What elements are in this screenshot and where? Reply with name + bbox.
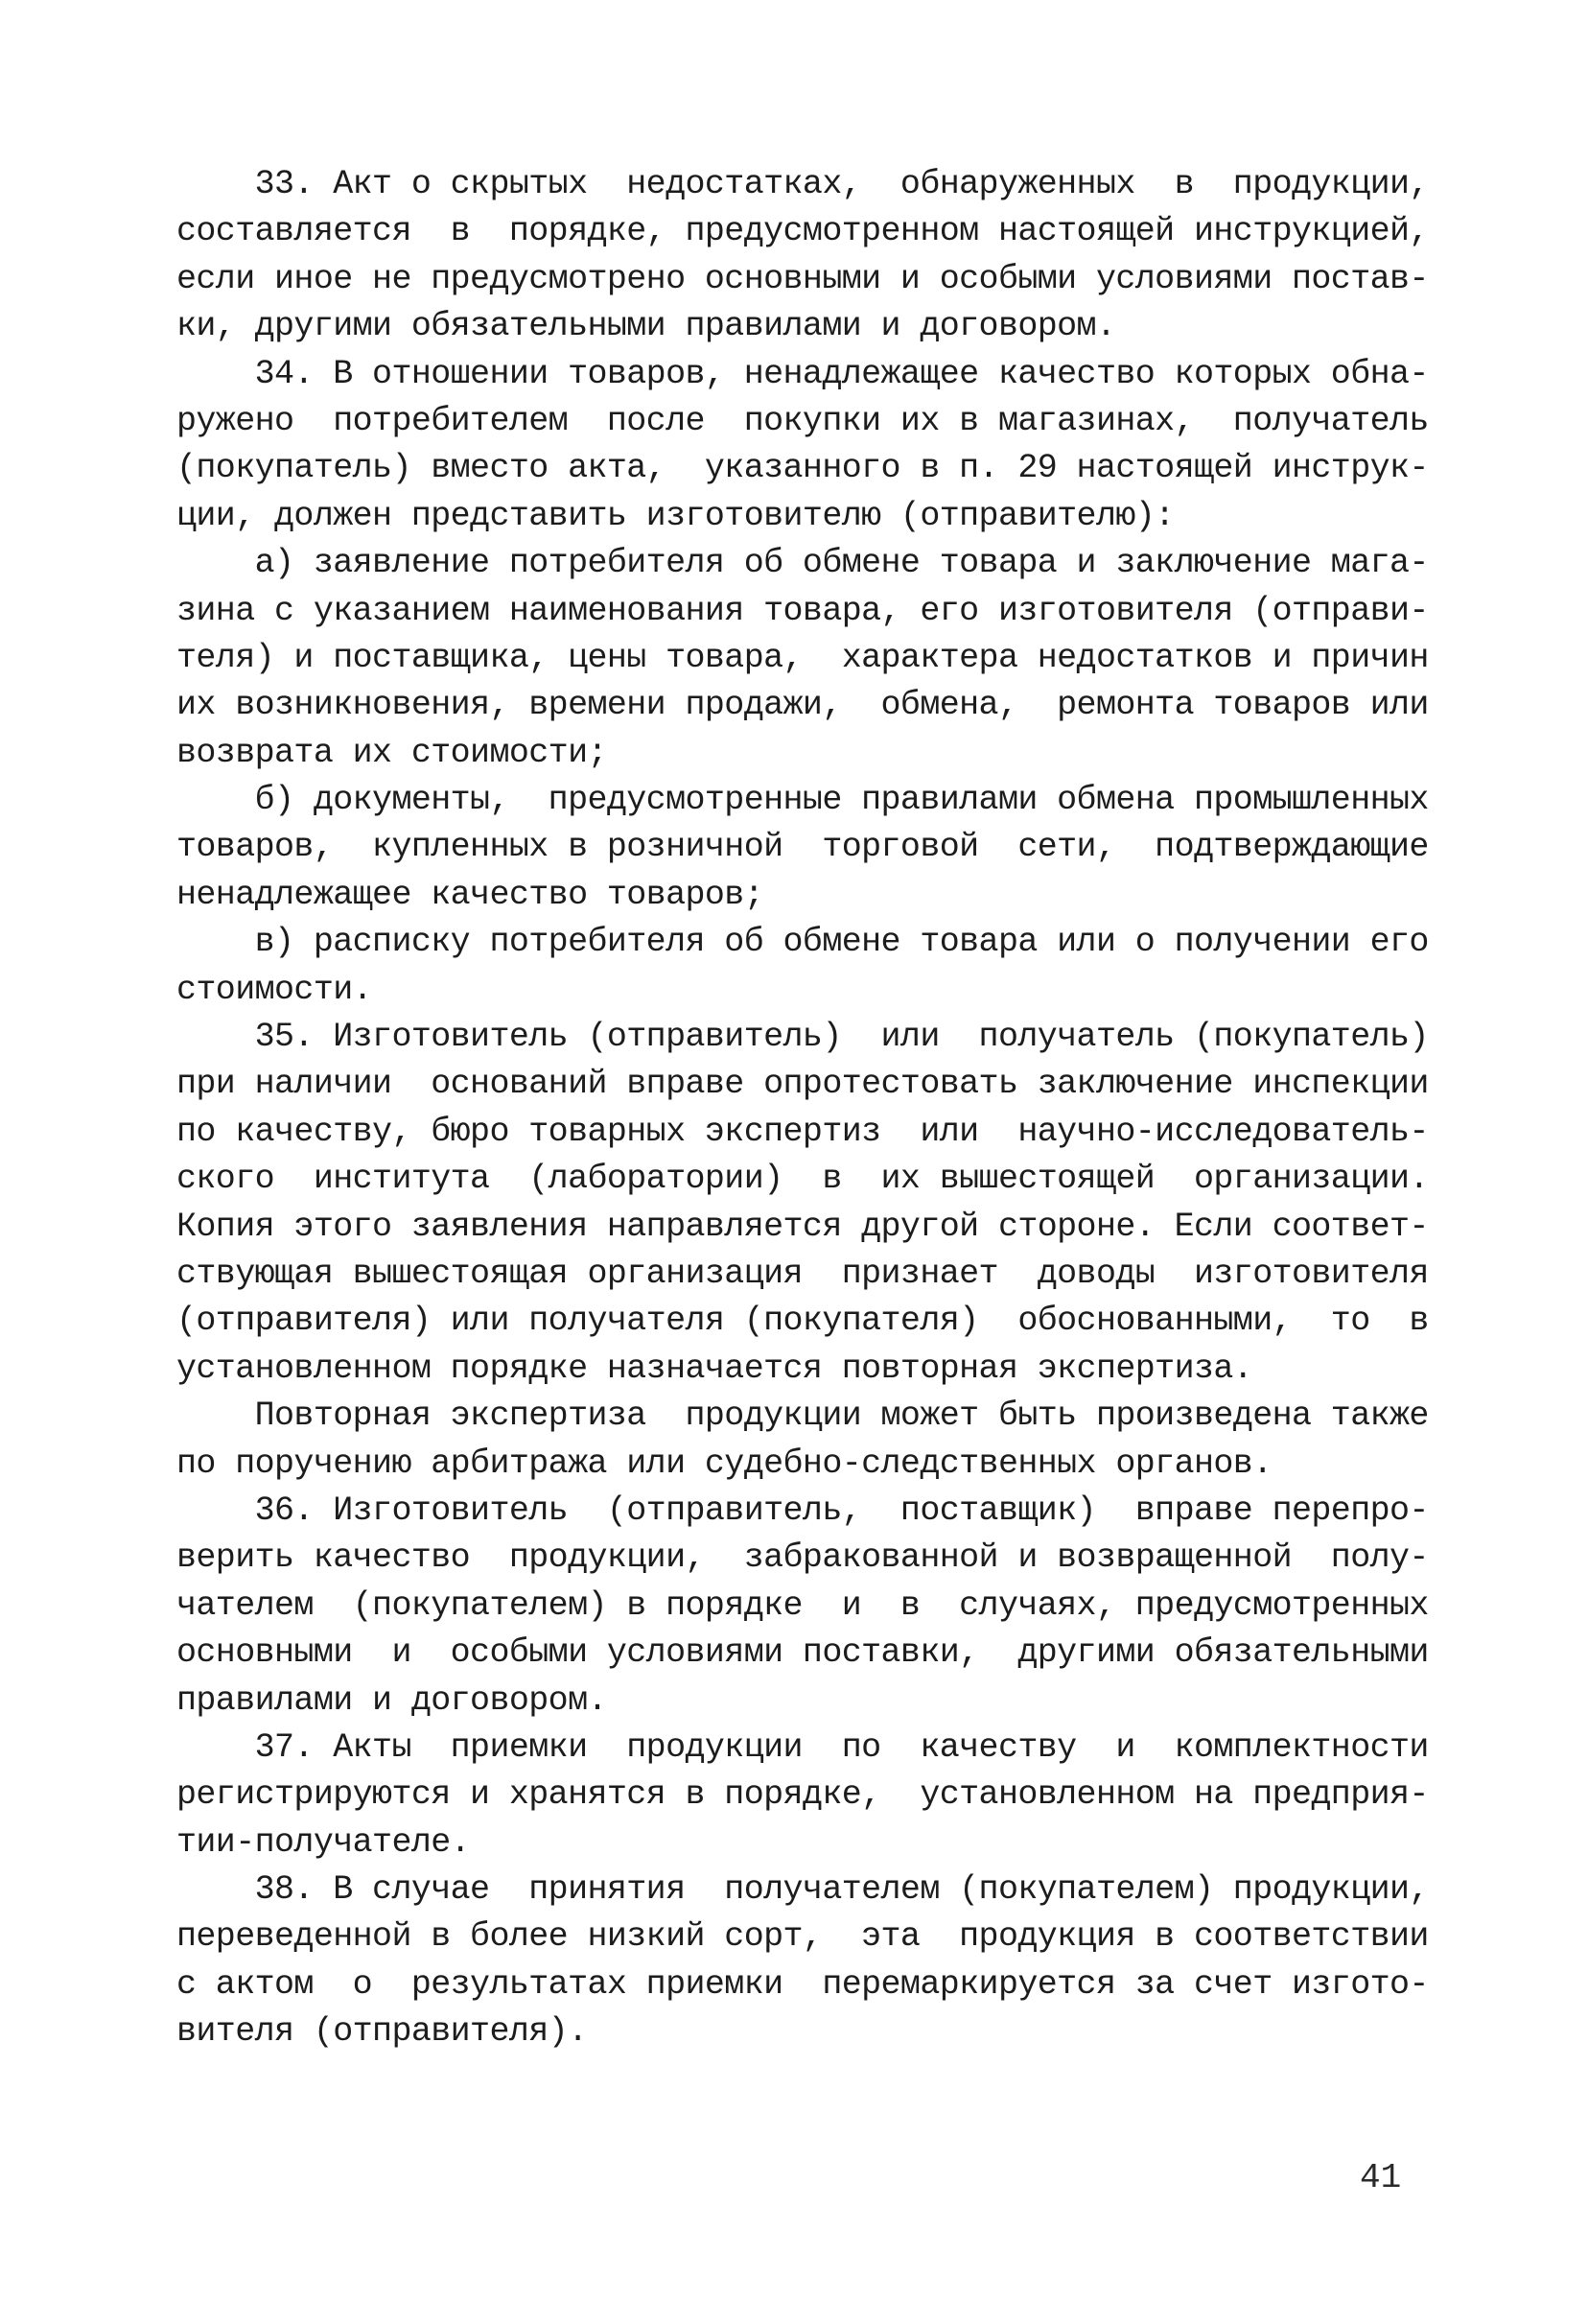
- text-line: Копия этого заявления направляется другой стороне. Если соответ-: [176, 1207, 1429, 1246]
- text-line: основными и особыми условиями поставки, другими обязательными: [176, 1633, 1429, 1673]
- text-line: стоимости.: [176, 970, 373, 1009]
- text-line: 33. Акт о скрытых недостатках, обнаруженных в продукции,: [176, 165, 1429, 203]
- text-line: а) заявление потребителя об обмене товара и заключение мага-: [176, 544, 1429, 583]
- text-line: вителя (отправителя).: [176, 2012, 588, 2052]
- text-line: переведенной в более низкий сорт, эта продукция в соответствии: [176, 1917, 1429, 1957]
- text-line: (покупатель) вместо акта, указанного в п. 29 настоящей инструк-: [176, 449, 1429, 488]
- text-line: верить качество продукции, забракованной и возвращенной полу-: [176, 1538, 1429, 1578]
- text-line: ствующая вышестоящая организация признает доводы изготовителя: [176, 1254, 1429, 1293]
- text-line: правилами и договором.: [176, 1680, 607, 1720]
- text-line: (отправителя) или получателя (покупателя) обоснованными, то в: [176, 1302, 1429, 1341]
- text-line: 37. Акты приемки продукции по качеству и комплектности: [176, 1727, 1429, 1767]
- text-line: по качеству, бюро товарных экспертиз или научно-исследователь-: [176, 1112, 1429, 1151]
- text-line: если иное не предусмотрено основными и особыми условиями постав-: [176, 259, 1429, 298]
- text-line: ки, другими обязательными правилами и договором.: [176, 307, 1116, 346]
- text-line: регистрируются и хранятся в порядке, установленном на предприя-: [176, 1775, 1429, 1815]
- text-line: составляется в порядке, предусмотренном настоящей инструкцией,: [176, 212, 1429, 251]
- text-line: 34. В отношении товаров, ненадлежащее качество которых обна-: [176, 354, 1429, 393]
- text-line: установленном порядке назначается повторная экспертиза.: [176, 1349, 1253, 1388]
- text-line: ненадлежащее качество товаров;: [176, 875, 764, 914]
- text-line: ского института (лаборатории) в их вышестоящей организации.: [176, 1160, 1429, 1199]
- text-line: товаров, купленных в розничной торговой сети, подтверждающие: [176, 828, 1429, 867]
- text-line: с актом о результатах приемки перемаркируется за счет изгото-: [176, 1964, 1429, 2004]
- text-line: б) документы, предусмотренные правилами обмена промышленных: [176, 781, 1429, 820]
- text-line: 36. Изготовитель (отправитель, поставщик) вправе перепро-: [176, 1491, 1429, 1530]
- text-line: чателем (покупателем) в порядке и в случаях, предусмотренных: [176, 1585, 1429, 1625]
- text-line: 38. В случае принятия получателем (покупателем) продукции,: [176, 1870, 1429, 1910]
- text-line: теля) и поставщика, цены товара, характера недостатков и причин: [176, 638, 1429, 677]
- text-line: возврата их стоимости;: [176, 733, 607, 772]
- page-number: 41: [1360, 2158, 1402, 2197]
- text-line: их возникновения, времени продажи, обмена, ремонта товаров или: [176, 686, 1429, 725]
- text-line: по поручению арбитража или судебно-следственных органов.: [176, 1444, 1273, 1483]
- text-line: при наличии оснований вправе опротестовать заключение инспекции: [176, 1065, 1429, 1104]
- text-line: в) расписку потребителя об обмене товара или о получении его: [176, 923, 1429, 962]
- text-line: ружено потребителем после покупки их в магазинах, получатель: [176, 401, 1429, 440]
- text-line: тии-получателе.: [176, 1822, 471, 1862]
- text-line: зина с указанием наименования товара, его изготовителя (отправи-: [176, 591, 1429, 630]
- text-line: ции, должен представить изготовителю (отправителю):: [176, 496, 1175, 535]
- body-text: [176, 161, 1429, 2056]
- text-line: Повторная экспертиза продукции может быть произведена также: [176, 1397, 1429, 1436]
- text-line: 35. Изготовитель (отправитель) или получатель (покупатель): [176, 1018, 1429, 1057]
